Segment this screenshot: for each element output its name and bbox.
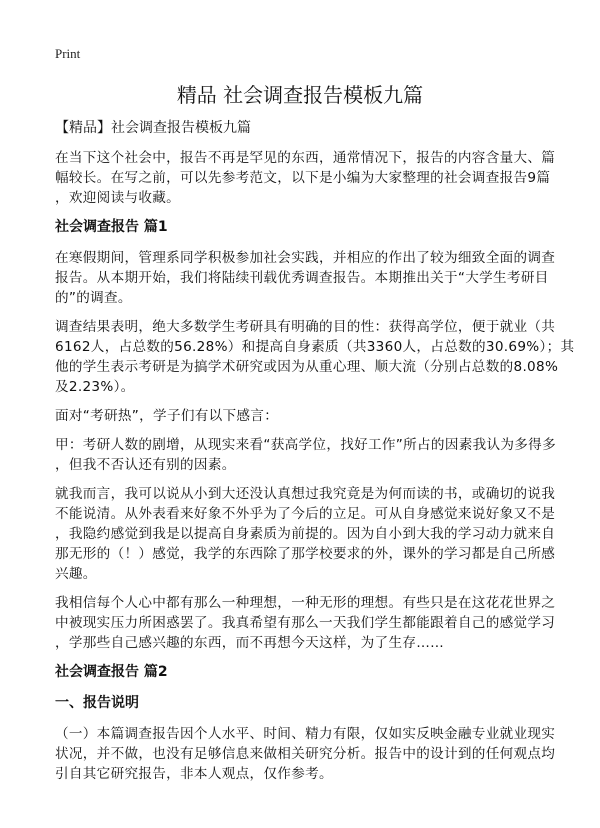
paragraph-line: 不能说清。从外表看来好象不外乎为了今后的立足。可从自身感觉来说好象又不是 <box>55 506 556 522</box>
paragraph-line: ，欢迎阅读与收藏。 <box>55 190 181 206</box>
paragraph-line: 幅较长。在写之前，可以先参考范文，以下是小编为大家整理的社会调查报告9篇 <box>55 170 551 186</box>
paragraph-line: 在当下这个社会中，报告不再是罕见的东西，通常情况下，报告的内容含量大、篇 <box>55 150 556 166</box>
paragraph-line: ，但我不否认还有别的因素。 <box>55 457 236 473</box>
section-heading: 社会调查报告 篇1 <box>55 219 168 235</box>
paragraph <box>55 435 556 475</box>
paragraph-line: 在寒假期间，管理系同学积极参加社会实践，并相应的作出了较为细致全面的调查 <box>55 250 556 266</box>
paragraph-line: 面对“考研热”，学子们有以下感言： <box>55 408 279 424</box>
section-heading: 社会调查报告 篇2 <box>55 664 168 680</box>
print-link[interactable]: Print <box>55 46 81 61</box>
document-subtitle: 【精品】社会调查报告模板九篇 <box>55 120 251 136</box>
paragraph-line: ，我隐约感觉到我是以提高自身素质为前提的。因为自小到大我的学习动力就来自 <box>55 526 556 542</box>
paragraph <box>55 406 550 426</box>
paragraph-line: ，学那些自己感兴趣的东西，而不再想今天这样，为了生存…… <box>55 635 445 651</box>
paragraph-line: 调查结果表明，绝大多数学生考研具有明确的目的性：获得高学位，便于就业（共 <box>55 319 556 335</box>
paragraph-line: 那无形的（！）感觉，我学的东西除了那学校要求的外，课外的学习都是自己所感 <box>55 546 556 562</box>
document-body <box>55 118 575 793</box>
paragraph <box>55 148 556 208</box>
paragraph-line: 他的学生表示考研是为搞学术研究或因为从重心理、顺大流（分别占总数的8.08% <box>55 359 559 375</box>
paragraph <box>55 724 556 784</box>
paragraph-line: 的”的调查。 <box>55 290 132 306</box>
section-heading: 一、报告说明 <box>55 695 139 711</box>
paragraph-line: 甲：考研人数的剧增，从现实来看“获高学位，找好工作”所占的因素我认为多得多 <box>55 437 556 453</box>
page-title: 精品 社会调查报告模板九篇 <box>176 83 424 107</box>
document-blocks <box>55 148 575 784</box>
paragraph-line: 报告。从本期开始，我们将陆续刊载优秀调查报告。本期推出关于“大学生考研目 <box>55 270 549 286</box>
paragraph-line: 我相信每个人心中都有那么一种理想，一种无形的理想。有些只是在这花花世界之 <box>55 595 556 611</box>
paragraph-line: 6162人，占总数的56.28%）和提高自身素质（共3360人，占总数的30.69%）；其 <box>55 339 575 355</box>
paragraph-line: 及2.23%）。 <box>55 379 135 395</box>
paragraph-line: （一）本篇调查报告因个人水平、时间、精力有限，仅如实反映金融专业就业现实 <box>55 726 556 742</box>
paragraph <box>55 484 556 584</box>
paragraph-line: 状况，并不做，也没有足够信息来做相关研究分析。报告中的设计到的任何观点均 <box>55 746 556 762</box>
paragraph <box>55 593 556 653</box>
paragraph-line: 兴趣。 <box>55 566 97 582</box>
paragraph-line: 就我而言，我可以说从小到大还没认真想过我究竟是为何而读的书，或确切的说我 <box>55 486 556 502</box>
paragraph <box>55 317 575 397</box>
paragraph <box>55 248 556 308</box>
paragraph-line: 引自其它研究报告，非本人观点，仅作参考。 <box>55 766 333 782</box>
paragraph-line: 中被现实压力所困惑罢了。我真希望有那么一天我们学生都能跟着自己的感觉学习 <box>55 615 556 631</box>
